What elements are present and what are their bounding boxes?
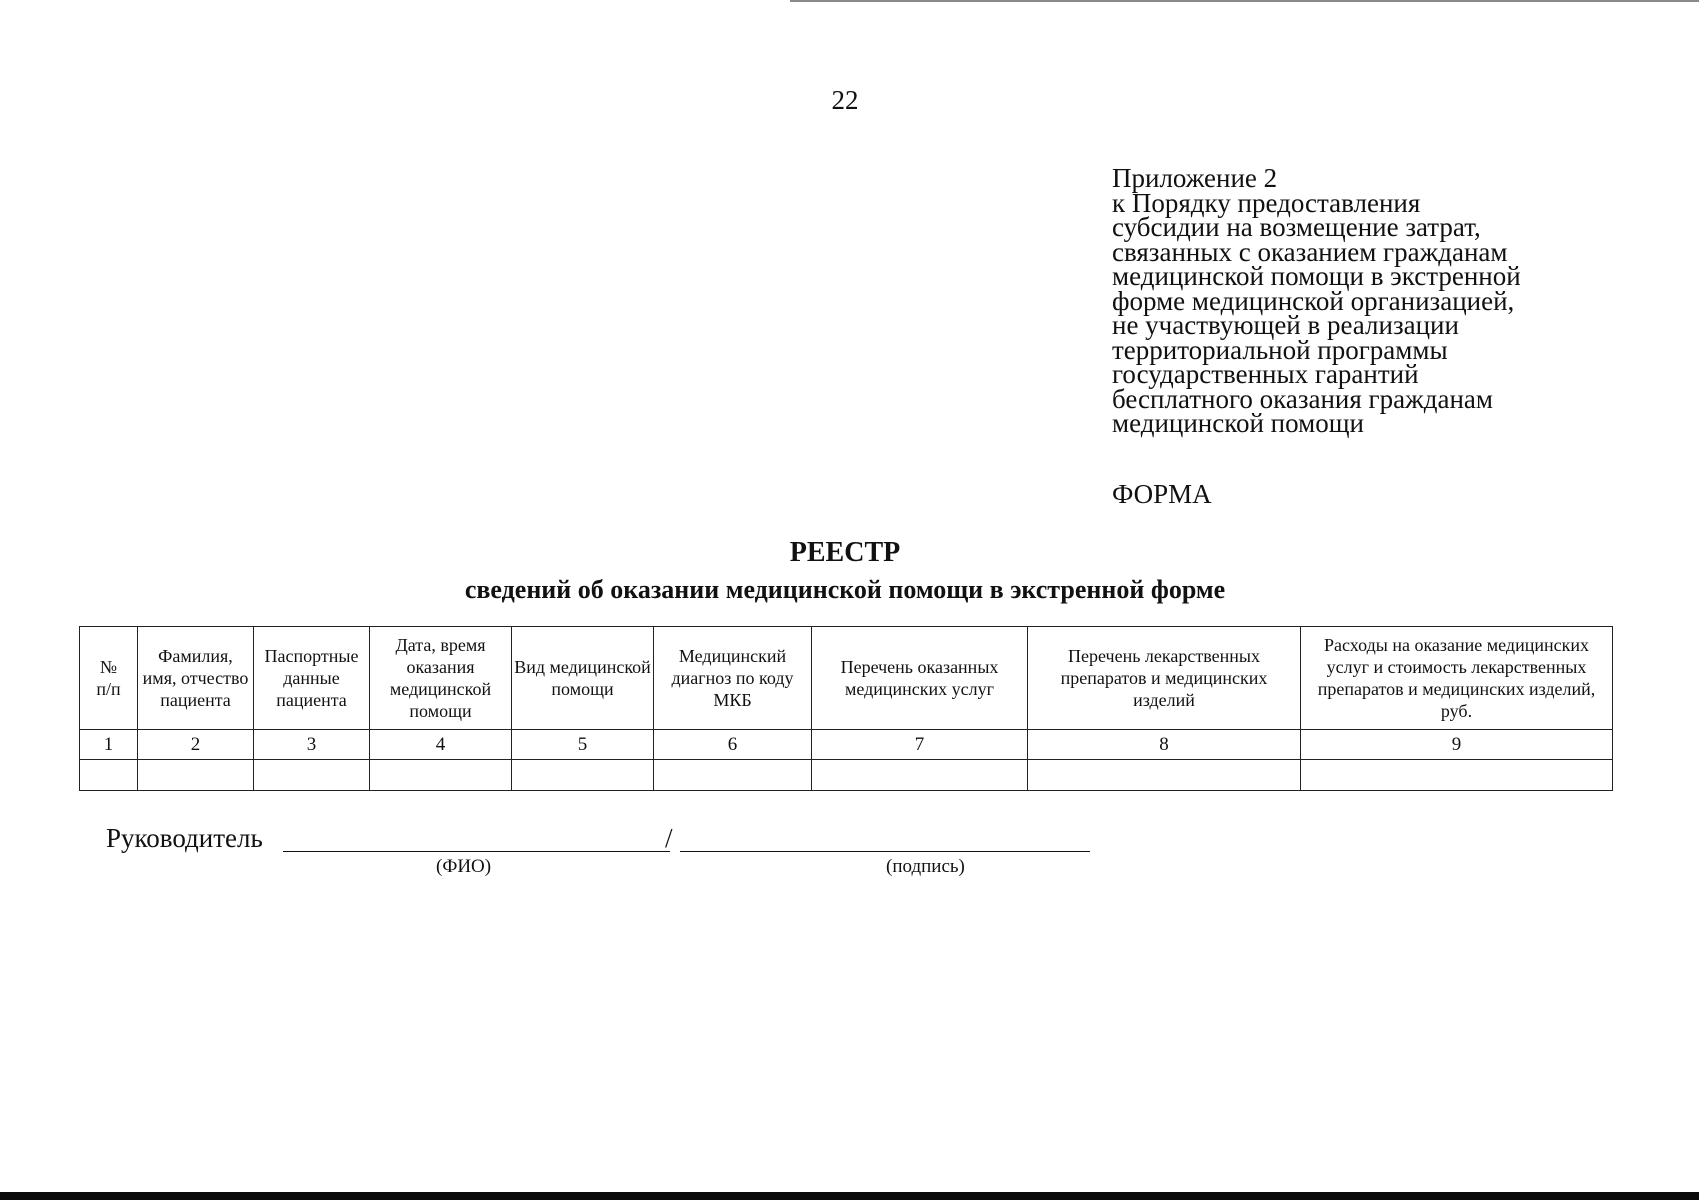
empty-cell bbox=[1028, 760, 1301, 791]
empty-cell bbox=[654, 760, 812, 791]
table-empty-row bbox=[80, 760, 1613, 791]
column-number: 9 bbox=[1301, 730, 1613, 760]
table-column-numbers-row bbox=[80, 730, 1613, 760]
column-number: 6 bbox=[654, 730, 812, 760]
appendix-block bbox=[1112, 163, 1672, 438]
header-expenses: Расходы на оказание медицинских услуг и стоимость лекарственных препаратов и медицинских изделий, руб. bbox=[1301, 627, 1613, 730]
column-number: 1 bbox=[80, 730, 138, 760]
empty-cell bbox=[1301, 760, 1613, 791]
header-passport-data: Паспортные данные пациента bbox=[254, 627, 370, 730]
appendix-line: государственных гарантий bbox=[1112, 359, 1419, 389]
appendix-line: субсидии на возмещение затрат, bbox=[1112, 212, 1481, 242]
appendix-line: Приложение 2 bbox=[1112, 163, 1278, 193]
empty-cell bbox=[254, 760, 370, 791]
signature-blank-line bbox=[680, 851, 1090, 852]
column-number: 8 bbox=[1028, 730, 1301, 760]
header-care-datetime: Дата, время оказания медицинской помощи bbox=[370, 627, 512, 730]
column-number: 7 bbox=[812, 730, 1028, 760]
column-number: 3 bbox=[254, 730, 370, 760]
empty-cell bbox=[512, 760, 654, 791]
appendix-line: бесплатного оказания гражданам bbox=[1112, 383, 1493, 414]
signature-label: Руководитель bbox=[106, 823, 263, 853]
table-header-row bbox=[80, 627, 1613, 730]
column-number: 5 bbox=[512, 730, 654, 760]
page-number: 22 bbox=[831, 85, 859, 115]
fio-blank-line bbox=[283, 851, 670, 852]
document-title: РЕЕСТР bbox=[789, 537, 901, 568]
column-number: 2 bbox=[138, 730, 254, 760]
empty-cell bbox=[812, 760, 1028, 791]
appendix-line: связанных с оказанием гражданам bbox=[1112, 236, 1508, 267]
signature-caption: (подпись) bbox=[886, 856, 965, 877]
fio-caption: (ФИО) bbox=[436, 856, 492, 877]
appendix-line: не участвующей в реализации bbox=[1112, 310, 1459, 340]
appendix-line: медицинской помощи в экстренной bbox=[1112, 261, 1521, 291]
appendix-line: к Порядку предоставления bbox=[1112, 187, 1421, 218]
header-row-number: № п/п bbox=[80, 627, 138, 730]
document-subtitle: сведений об оказании медицинской помощи в экстренной форме bbox=[464, 575, 1226, 604]
scan-top-edge bbox=[790, 0, 1699, 2]
signature-block bbox=[106, 822, 1106, 882]
header-patient-name: Фамилия, имя, отчество пациента bbox=[138, 627, 254, 730]
empty-cell bbox=[370, 760, 512, 791]
appendix-line: форме медицинской организацией, bbox=[1112, 285, 1515, 316]
header-care-type: Вид медицинской помощи bbox=[512, 627, 654, 730]
signature-slash: / bbox=[665, 823, 673, 853]
scan-bottom-edge bbox=[0, 1192, 1699, 1200]
register-table bbox=[79, 626, 1613, 791]
header-services-list: Перечень оказанных медицинских услуг bbox=[812, 627, 1028, 730]
header-diagnosis-icd: Медицинский диагноз по коду МКБ bbox=[654, 627, 812, 730]
appendix-line: территориальной программы bbox=[1112, 334, 1448, 365]
column-number: 4 bbox=[370, 730, 512, 760]
appendix-line: медицинской помощи bbox=[1112, 408, 1364, 438]
empty-cell bbox=[80, 760, 138, 791]
form-label: ФОРМА bbox=[1112, 479, 1212, 509]
header-drugs-list: Перечень лекарственных препаратов и медицинских изделий bbox=[1028, 627, 1301, 730]
empty-cell bbox=[138, 760, 254, 791]
